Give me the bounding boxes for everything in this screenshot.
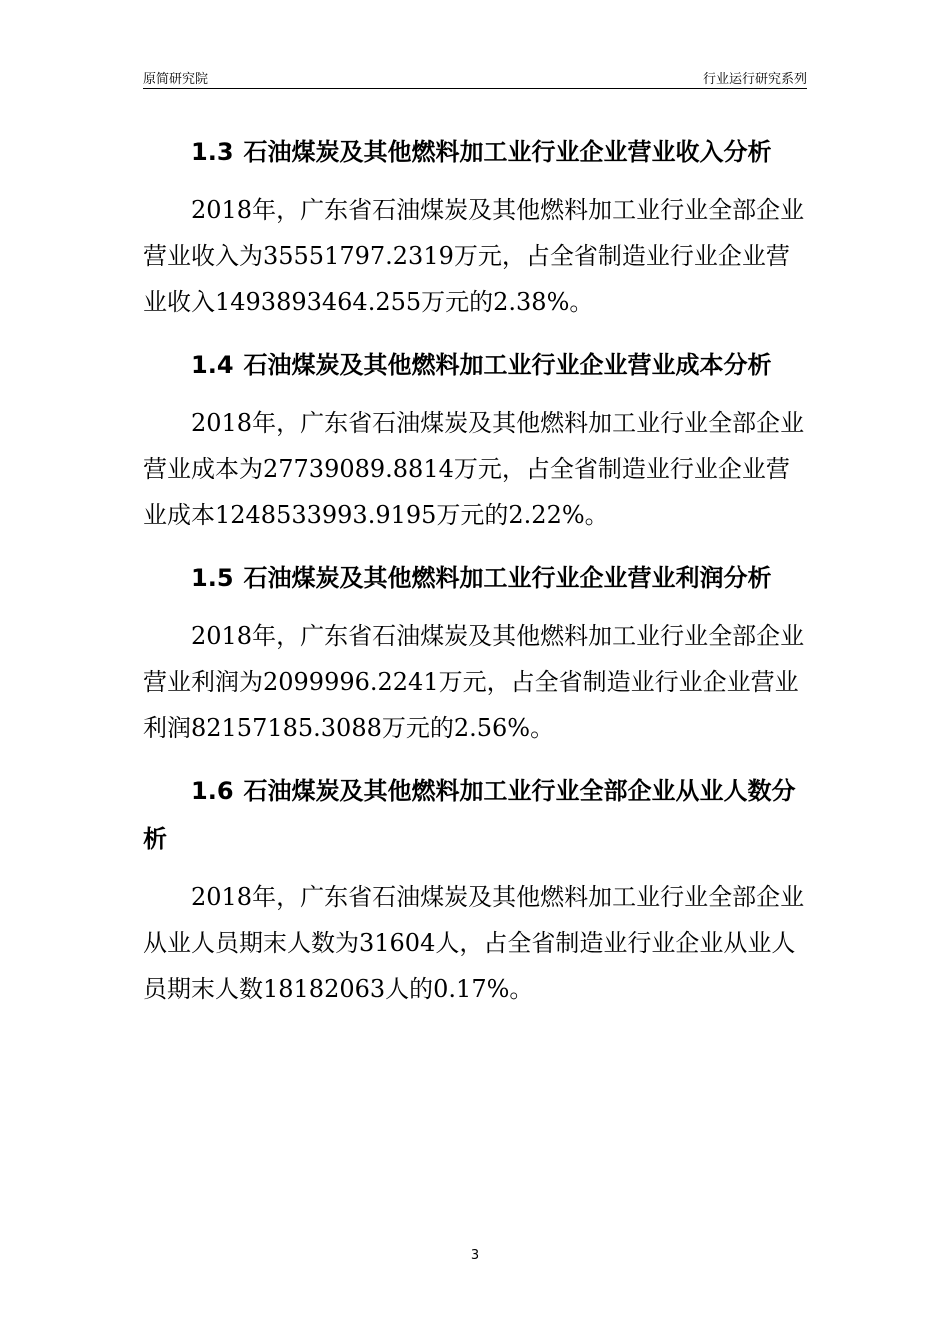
section-title: 石油煤炭及其他燃料加工业行业企业营业成本分析: [243, 351, 772, 379]
section-paragraph-1-6: 2018年，广东省石油煤炭及其他燃料加工业行业全部企业从业人员期末人数为31604人，占全省制造业行业企业从业人员期末人数18182063人的0.17%。: [143, 883, 805, 1003]
section-title: 石油煤炭及其他燃料加工业行业全部企业从业人数分析: [143, 777, 796, 853]
page-header: [143, 66, 807, 89]
page-number: 3: [470, 1248, 480, 1263]
section-heading-1-4: [143, 341, 807, 389]
section-number: 1.5: [191, 564, 234, 592]
section-heading-1-6: [143, 767, 807, 863]
section-number: 1.4: [191, 351, 234, 379]
section-heading-1-5: [143, 554, 807, 602]
section-title: 石油煤炭及其他燃料加工业行业企业营业收入分析: [243, 138, 772, 166]
section-paragraph-1-3: 2018年，广东省石油煤炭及其他燃料加工业行业全部企业营业收入为35551797.2319万元，占全省制造业行业企业营业收入1493893464.255万元的2.38%。: [143, 196, 805, 316]
section-heading-1-3: [143, 128, 807, 176]
section-paragraph-1-4: 2018年，广东省石油煤炭及其他燃料加工业行业全部企业营业成本为27739089.8814万元，占全省制造业行业企业营业成本1248533993.9195万元的2.22%。: [143, 409, 805, 529]
section-paragraph-1-5: 2018年，广东省石油煤炭及其他燃料加工业行业全部企业营业利润为2099996.2241万元，占全省制造业行业企业营业利润82157185.3088万元的2.56%。: [143, 622, 805, 742]
header-organization: 原简研究院: [143, 72, 209, 87]
section-title: 石油煤炭及其他燃料加工业行业企业营业利润分析: [243, 564, 772, 592]
section-number: 1.6: [191, 777, 234, 805]
page-content: [143, 128, 807, 1028]
section-number: 1.3: [191, 138, 234, 166]
header-series-title: 行业运行研究系列: [702, 72, 807, 87]
